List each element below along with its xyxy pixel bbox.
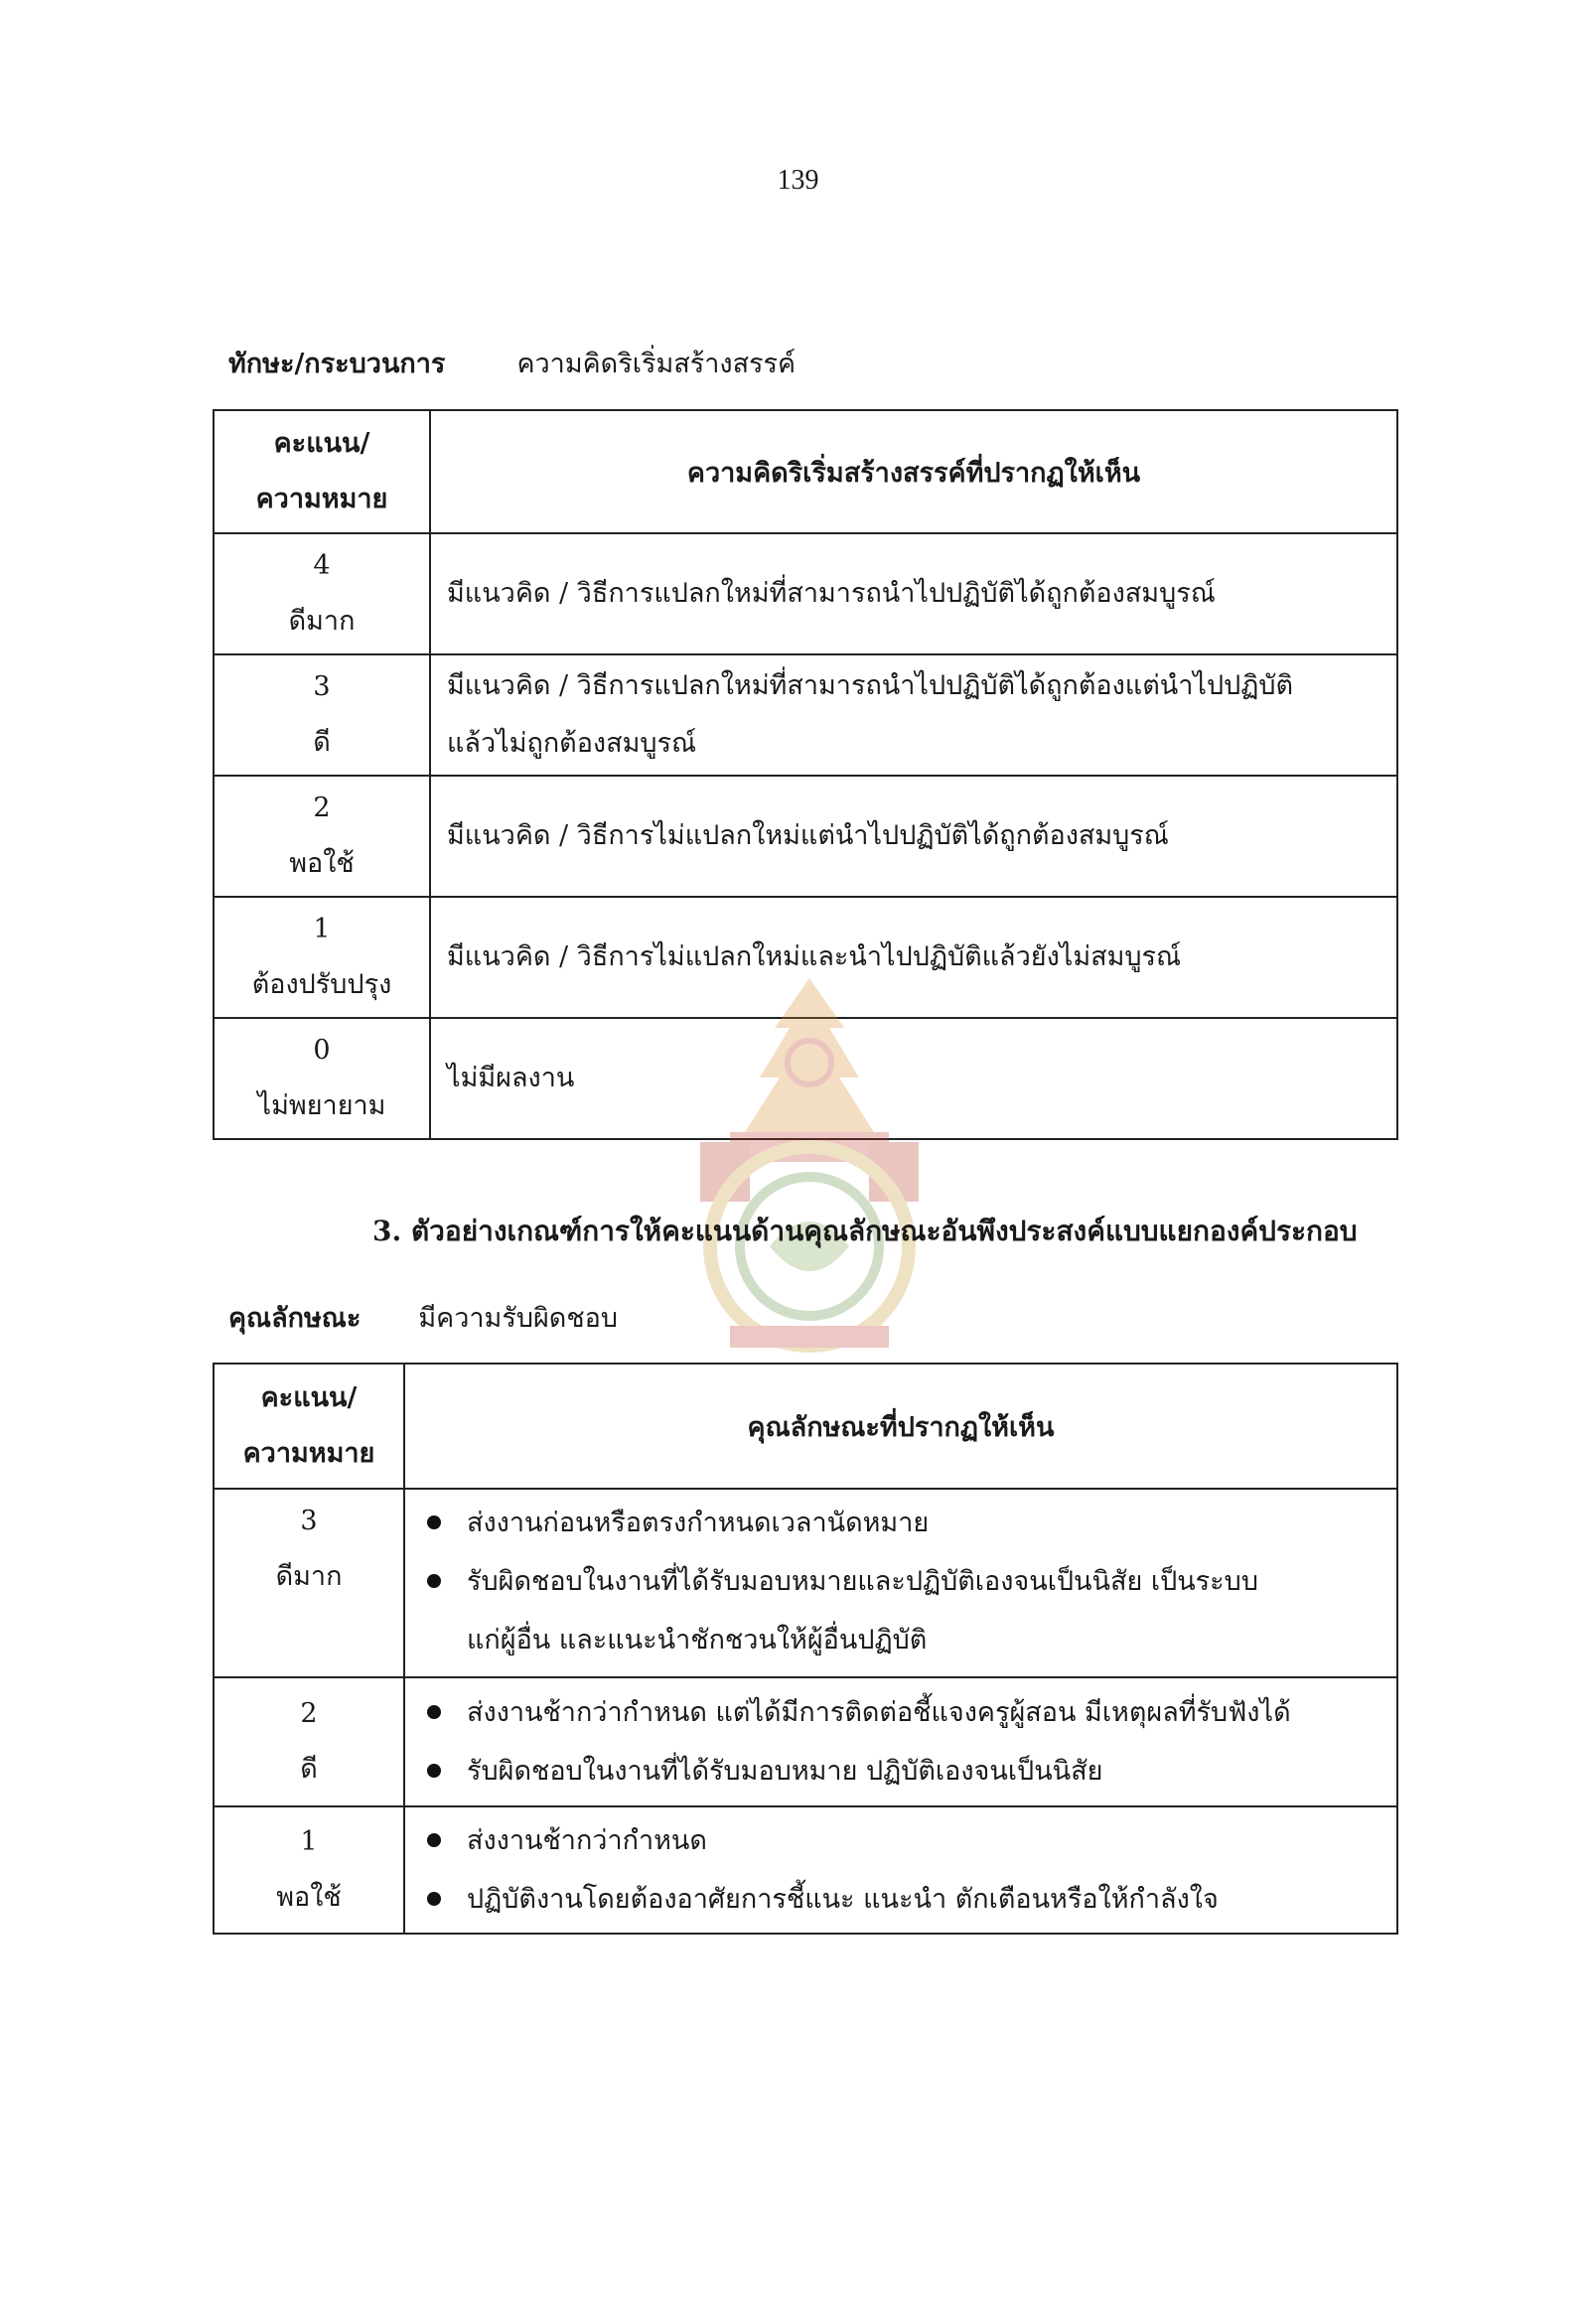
bullet-icon [427, 1705, 441, 1719]
score-meaning: ไม่พยายาม [257, 1090, 386, 1121]
header-desc: ความคิดริเริ่มสร้างสรรค์ที่ปรากฏให้เห็น [430, 410, 1397, 533]
table-header-row [214, 1364, 1397, 1489]
header-score-line2: ความหมาย [255, 484, 388, 514]
desc-line: แล้วไม่ถูกต้องสมบูรณ์ [447, 728, 697, 759]
desc-cell [430, 533, 1397, 654]
score-value: 2 [313, 792, 331, 823]
score-value: 1 [300, 1826, 318, 1857]
bullet-icon [427, 1892, 441, 1906]
score-meaning: ดี [300, 1754, 318, 1785]
table-row [214, 1677, 1397, 1806]
score-value: 3 [313, 671, 331, 702]
skill-label: ทักษะ/กระบวนการ [228, 349, 446, 379]
desc-line: มีแนวคิด / วิธีการไม่แปลกใหม่แต่นำไปปฏิบัติได้ถูกต้องสมบูรณ์ [447, 820, 1169, 851]
list-item [405, 1870, 1396, 1929]
responsibility-rubric-table [213, 1363, 1398, 1935]
skill-label-row [228, 342, 796, 384]
list-item [405, 1683, 1396, 1742]
skill-value: ความคิดริเริ่มสร้างสรรค์ [516, 349, 797, 379]
desc-cell [430, 776, 1397, 897]
score-cell [214, 897, 430, 1018]
header-desc: คุณลักษณะที่ปรากฏให้เห็น [404, 1364, 1397, 1489]
score-cell [214, 1018, 430, 1139]
table-row [214, 1806, 1397, 1934]
desc-line: มีแนวคิด / วิธีการไม่แปลกใหม่และนำไปปฏิบัติแล้วยังไม่สมบูรณ์ [447, 941, 1182, 972]
desc-cell [404, 1489, 1397, 1677]
list-item [405, 1552, 1396, 1611]
desc-line: มีแนวคิด / วิธีการแปลกใหม่ที่สามารถนำไปปฏิบัติได้ถูกต้องสมบูรณ์ [447, 578, 1216, 609]
attribute-value: มีความรับผิดชอบ [418, 1303, 619, 1334]
score-meaning: พอใช้ [276, 1882, 342, 1913]
bullet-icon [427, 1764, 441, 1778]
list-item-continuation [405, 1611, 1396, 1669]
bullet-list [405, 1494, 1396, 1669]
score-meaning: ดี [313, 727, 331, 758]
table-row [214, 776, 1397, 897]
score-cell [214, 1489, 404, 1677]
table-row [214, 533, 1397, 654]
bullet-text: รับผิดชอบในงานที่ได้รับมอบหมาย ปฏิบัติเองจนเป็นนิสัย [467, 1756, 1103, 1787]
bullet-continuation-text: แก่ผู้อื่น และแนะนำชักชวนให้ผู้อื่นปฏิบัติ [467, 1625, 928, 1655]
desc-cell [430, 654, 1397, 776]
bullet-icon [427, 1574, 441, 1588]
desc-cell [404, 1677, 1397, 1806]
score-cell [214, 1677, 404, 1806]
bullet-text: ปฏิบัติงานโดยต้องอาศัยการชี้แนะ แนะนำ ตักเตือนหรือให้กำลังใจ [467, 1884, 1219, 1915]
score-cell [214, 654, 430, 776]
school-emblem-watermark-icon [660, 968, 958, 1356]
list-item [405, 1811, 1396, 1870]
bullet-icon [427, 1515, 441, 1529]
attribute-label-row [228, 1296, 618, 1339]
score-meaning: ดีมาก [275, 1561, 343, 1592]
header-score-line1: คะแนน/ [260, 1382, 358, 1413]
score-value: 3 [300, 1506, 318, 1536]
desc-cell [404, 1806, 1397, 1934]
attribute-label: คุณลักษณะ [228, 1303, 362, 1334]
bullet-list [405, 1683, 1396, 1800]
page-number: 139 [777, 165, 819, 196]
score-cell [214, 1806, 404, 1934]
score-cell [214, 533, 430, 654]
score-meaning: ดีมาก [288, 606, 356, 637]
header-score-line2: ความหมาย [242, 1438, 375, 1469]
desc-line: มีแนวคิด / วิธีการแปลกใหม่ที่สามารถนำไปปฏิบัติได้ถูกต้องแต่นำไปปฏิบัติ [447, 670, 1294, 701]
score-value: 0 [313, 1035, 331, 1066]
bullet-text: รับผิดชอบในงานที่ได้รับมอบหมายและปฏิบัติเองจนเป็นนิสัย เป็นระบบ [467, 1566, 1258, 1597]
desc-line: ไม่มีผลงาน [447, 1063, 575, 1093]
score-meaning: ต้องปรับปรุง [251, 969, 392, 1000]
score-cell [214, 776, 430, 897]
score-value: 1 [313, 914, 331, 944]
section-title: 3. ตัวอย่างเกณฑ์การให้คะแนนด้านคุณลักษณะอันพึงประสงค์แบบแยกองค์ประกอบ [372, 1215, 1358, 1247]
header-score-line1: คะแนน/ [273, 428, 370, 459]
table-row [214, 1489, 1397, 1677]
table-row [214, 654, 1397, 776]
bullet-list [405, 1811, 1396, 1929]
bullet-text: ส่งงานก่อนหรือตรงกำหนดเวลานัดหมาย [467, 1508, 930, 1538]
list-item [405, 1494, 1396, 1552]
score-value: 4 [313, 550, 331, 581]
bullet-text: ส่งงานช้ากว่ากำหนด [467, 1825, 707, 1856]
score-meaning: พอใช้ [289, 848, 355, 879]
table-header-row [214, 410, 1397, 533]
header-score [214, 1364, 404, 1489]
bullet-text: ส่งงานช้ากว่ากำหนด แต่ได้มีการติดต่อชี้แจงครูผู้สอน มีเหตุผลที่รับฟังได้ [467, 1697, 1291, 1728]
score-value: 2 [300, 1698, 318, 1729]
bullet-icon [427, 1833, 441, 1847]
list-item [405, 1742, 1396, 1800]
header-score [214, 410, 430, 533]
